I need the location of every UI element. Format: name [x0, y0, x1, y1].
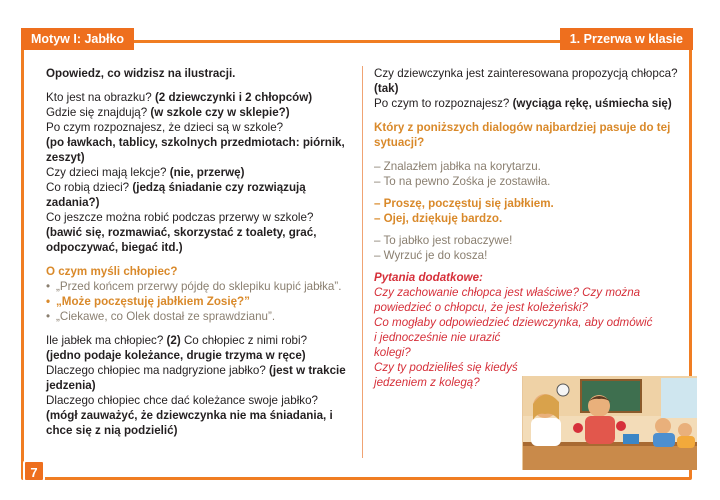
dialog-heading: Który z poniższych dialogów najbardziej pasuje do tej sytuacji?	[374, 121, 671, 149]
classroom-illustration	[522, 376, 697, 470]
boy-thoughts-list	[46, 279, 351, 324]
question-lessons: Czy dzieci mają lekcje? (nie, przerwę)	[46, 166, 245, 179]
dialog-line: – Znalazłem jabłka na korytarzu.	[374, 160, 541, 173]
left-column	[46, 66, 351, 438]
list-item: • „Ciekawe, co Olek dostał ze sprawdzianu”.	[46, 310, 276, 323]
dialog-line: – Ojej, dziękuję bardzo.	[374, 212, 503, 225]
question-who: Kto jest na obrazku? (2 dziewczynki i 2 chłopców)	[46, 91, 313, 104]
section-tag: 1. Przerwa w klasie	[560, 28, 693, 50]
question-recognize: Po czym to rozpoznajesz? (wyciąga rękę, uśmiecha się)	[374, 97, 672, 110]
dialog-option-3	[374, 233, 679, 263]
dialog-line: – To jabłko jest robaczywe!	[374, 234, 513, 247]
dialog-option-1	[374, 159, 679, 189]
question-interested: Czy dziewczynka jest zainteresowana propozycją chłopca? (tak)	[374, 67, 678, 95]
dialog-line: – Proszę, poczęstuj się jabłkiem.	[374, 197, 554, 210]
extra-question: Co mogłaby odpowiedzieć dziewczynka, aby odmówić i jednocześnie nie urazić kolegi?	[374, 316, 653, 359]
question-school: Po czym rozpoznajesz, że dzieci są w szkole? (po ławkach, tablicy, szkolnych przedmiotach: piórnik, zeszyt)	[46, 121, 345, 164]
dialog-line: – Wyrzuć je do kosza!	[374, 249, 488, 262]
dialog-option-2	[374, 196, 679, 226]
right-column	[374, 66, 679, 390]
question-break: Co jeszcze można robić podczas przerwy w szkole? (bawić się, rozmawiać, skorzystać z toalety, grać, odpoczywać, biegać itd.)	[46, 211, 317, 254]
question-share: Dlaczego chłopiec chce dać koleżance swoje jabłko? (mógł zauważyć, że dziewczynka nie ma śniadania, i chce się z nią podzielić)	[46, 394, 333, 437]
extra-questions-heading: Pytania dodatkowe:	[374, 271, 483, 284]
list-item-highlighted: • „Może poczęstuję jabłkiem Zosię?”	[46, 295, 250, 308]
question-bitten: Dlaczego chłopiec ma nadgryzione jabłko? (jest w trakcie jedzenia)	[46, 364, 346, 392]
question-apples: Ile jabłek ma chłopiec? (2) Co chłopiec z nimi robi? (jedno podaje koleżance, drugie trzyma w ręce)	[46, 334, 308, 362]
column-divider	[362, 66, 363, 458]
extra-question: Czy ty podzieliłeś się kiedyś jedzeniem z kolegą?	[374, 361, 518, 389]
intro-instruction: Opowiedz, co widzisz na ilustracji.	[46, 67, 236, 80]
dialog-line: – To na pewno Zośka je zostawiła.	[374, 175, 551, 188]
list-item: • „Przed końcem przerwy pójdę do sklepiku kupić jabłka”.	[46, 280, 342, 293]
question-where: Gdzie się znajdują? (w szkole czy w sklepie?)	[46, 106, 290, 119]
page-number: 7	[23, 460, 45, 482]
boy-thoughts-heading: O czym myśli chłopiec?	[46, 265, 178, 278]
question-doing: Co robią dzieci? (jedzą śniadanie czy rozwiązują zadania?)	[46, 181, 306, 209]
theme-tag: Motyw I: Jabłko	[21, 28, 134, 50]
extra-question: Czy zachowanie chłopca jest właściwe? Czy można powiedzieć o chłopcu, że jest koleżeński?	[374, 286, 641, 314]
